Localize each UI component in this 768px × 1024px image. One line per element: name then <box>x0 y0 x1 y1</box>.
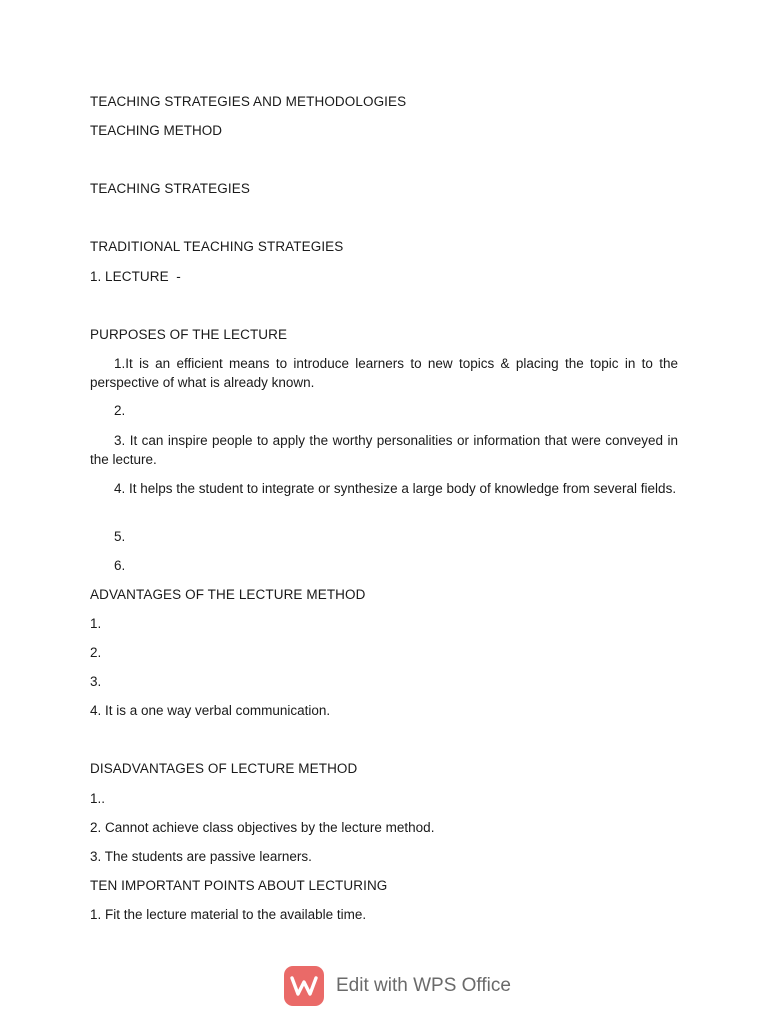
advantage-item: 1. <box>90 616 102 631</box>
wps-logo-icon <box>284 966 324 1006</box>
ten-points-heading: TEN IMPORTANT POINTS ABOUT LECTURING <box>90 878 388 893</box>
lecture-label: LECTURE <box>105 269 169 284</box>
advantages-heading: ADVANTAGES OF THE LECTURE METHOD <box>90 587 366 602</box>
disadvantage-item: 3. The students are passive learners. <box>90 849 312 864</box>
purposes-heading: PURPOSES OF THE LECTURE <box>90 327 288 342</box>
teaching-strategies-heading: TEACHING STRATEGIES <box>90 181 250 196</box>
purpose-item: 4. It helps the student to integrate or synthesize a large body of knowledge from several fields. <box>114 481 677 496</box>
disadvantage-item: 1.. <box>90 791 106 806</box>
document-title: TEACHING STRATEGIES AND METHODOLOGIES <box>90 94 407 109</box>
advantage-item: 4. It is a one way verbal communication. <box>90 703 331 718</box>
wps-label: Edit with WPS Office <box>336 975 511 996</box>
purpose-item: 2. <box>114 403 126 418</box>
purpose-item: 3. It can inspire people to apply the worthy personalities or information that were conveyed in the lecture. <box>90 433 678 467</box>
edit-with-wps-button[interactable] <box>284 966 511 1006</box>
traditional-strategies-heading: TRADITIONAL TEACHING STRATEGIES <box>90 239 344 254</box>
advantage-item: 2. <box>90 645 102 660</box>
purpose-item: 6. <box>114 558 126 573</box>
purpose-item: 5. <box>114 529 126 544</box>
advantage-item: 3. <box>90 674 102 689</box>
disadvantages-heading: DISADVANTAGES OF LECTURE METHOD <box>90 761 358 776</box>
teaching-method-label: TEACHING METHOD <box>90 123 223 138</box>
lecture-item <box>90 268 678 286</box>
lecture-dash: - <box>168 269 181 284</box>
purpose-item: 1.It is an efficient means to introduce learners to new topics & placing the topic in to the perspective of what is already known. <box>90 356 678 390</box>
disadvantage-item: 2. Cannot achieve class objectives by the lecture method. <box>90 820 435 835</box>
lecture-number: 1. <box>90 269 106 284</box>
ten-points-item: 1. Fit the lecture material to the available time. <box>90 907 367 922</box>
